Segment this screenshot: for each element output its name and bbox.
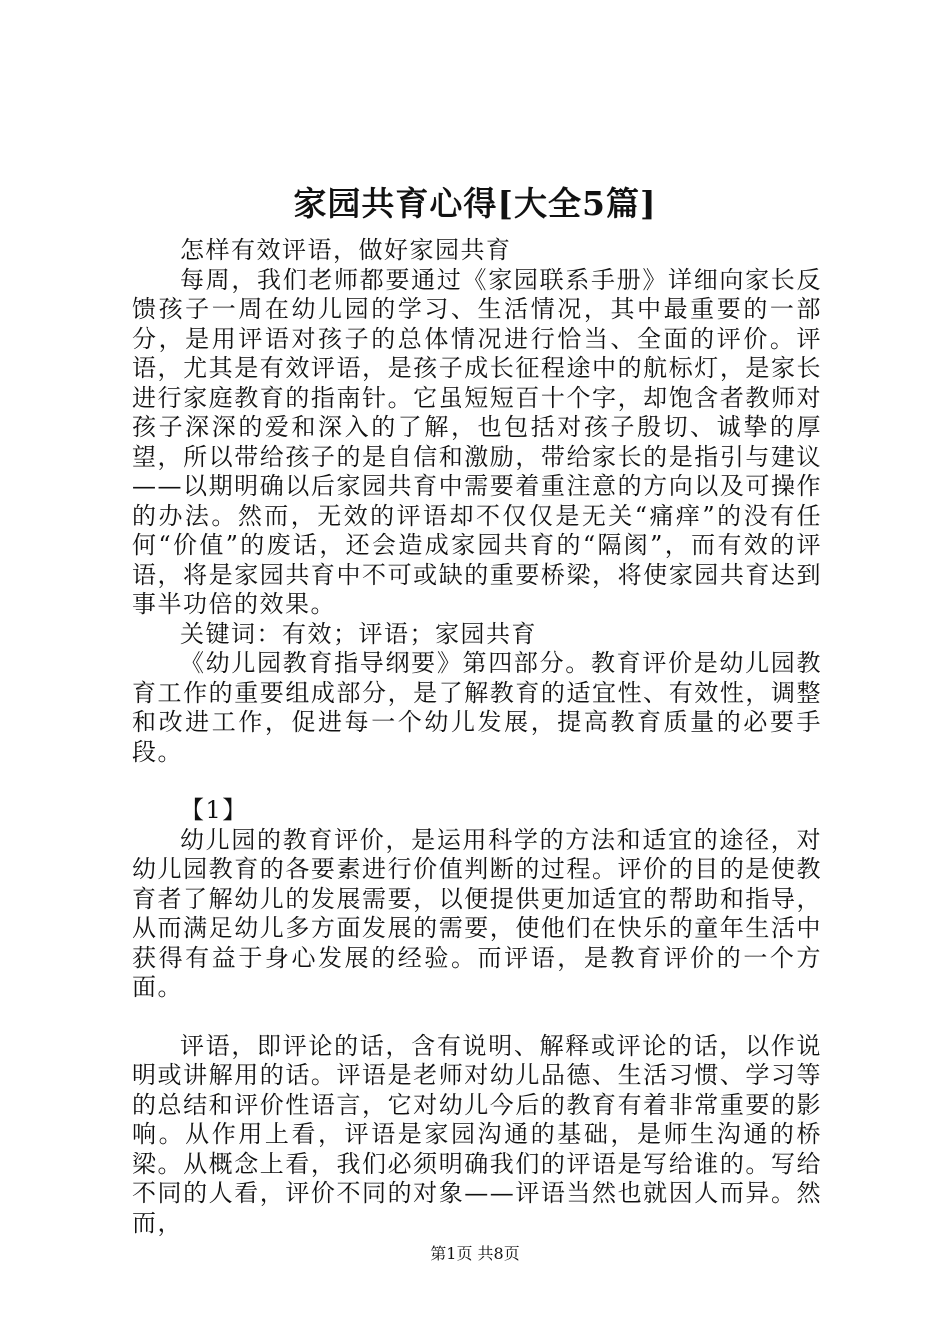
section-marker: 【1】 <box>180 796 248 824</box>
paragraph-gap <box>132 1003 822 1032</box>
paragraph-subtitle: 怎样有效评语，做好家园共育 <box>180 236 512 264</box>
paragraph-gap <box>132 767 822 796</box>
paragraph-keywords: 关键词：有效；评语；家园共育 <box>180 619 537 648</box>
page-footer: 第1页 共8页 <box>430 1244 520 1263</box>
paragraph-comment-definition: 评语，即评论的话，含有说明、解释或评论的话，以作说明或讲解用的话。评语是老师对幼儿品德、生活习惯、学习等的总结和评价性语言，它对幼儿今后的教育有着非常重要的影响。从作用上看，评语是家园沟通的基础，是师生沟通的桥梁。从概念上看，我们必须明确我们的评语是写给谁的。写给不同的人看，评价不同的对象——评语当然也就因人而异。然而， <box>132 1031 822 1237</box>
document-body <box>132 236 822 1238</box>
paragraph-evaluation: 幼儿园的教育评价，是运用科学的方法和适宜的途径，对幼儿园教育的各要素进行价值判断的过程。评价的目的是使教育者了解幼儿的发展需要，以便提供更加适宜的帮助和指导，从而满足幼儿多方面发展的需要，使他们在快乐的童年生活中获得有益于身心发展的经验。而评语，是教育评价的一个方面。 <box>132 825 822 1001</box>
paragraph-intro: 每周，我们老师都要通过《家园联系手册》详细向家长反馈孩子一周在幼儿园的学习、生活情况，其中最重要的一部分，是用评语对孩子的总体情况进行恰当、全面的评价。评语，尤其是有效评语，是孩子成长征程途中的航标灯，是家长进行家庭教育的指南针。它虽短短百十个字，却饱含者教师对孩子深深的爱和深入的了解，也包括对孩子殷切、诚挚的厚望，所以带给孩子的是自信和激励，带给家长的是指引与建议——以期明确以后家园共育中需要着重注意的方向以及可操作的办法。然而，无效的评语却不仅仅是无关“痛痒”的没有任何“价值”的废话，还会造成家园共育的“隔阂”，而有效的评语，将是家园共育中不可或缺的重要桥梁，将使家园共育达到事半功倍的效果。 <box>132 265 822 618</box>
document-title: 家园共育心得[大全5篇] <box>293 184 657 223</box>
paragraph-guideline: 《幼儿园教育指导纲要》第四部分。教育评价是幼儿园教育工作的重要组成部分，是了解教育的适宜性、有效性，调整和改进工作，促进每一个幼儿发展，提高教育质量的必要手段。 <box>132 649 822 766</box>
